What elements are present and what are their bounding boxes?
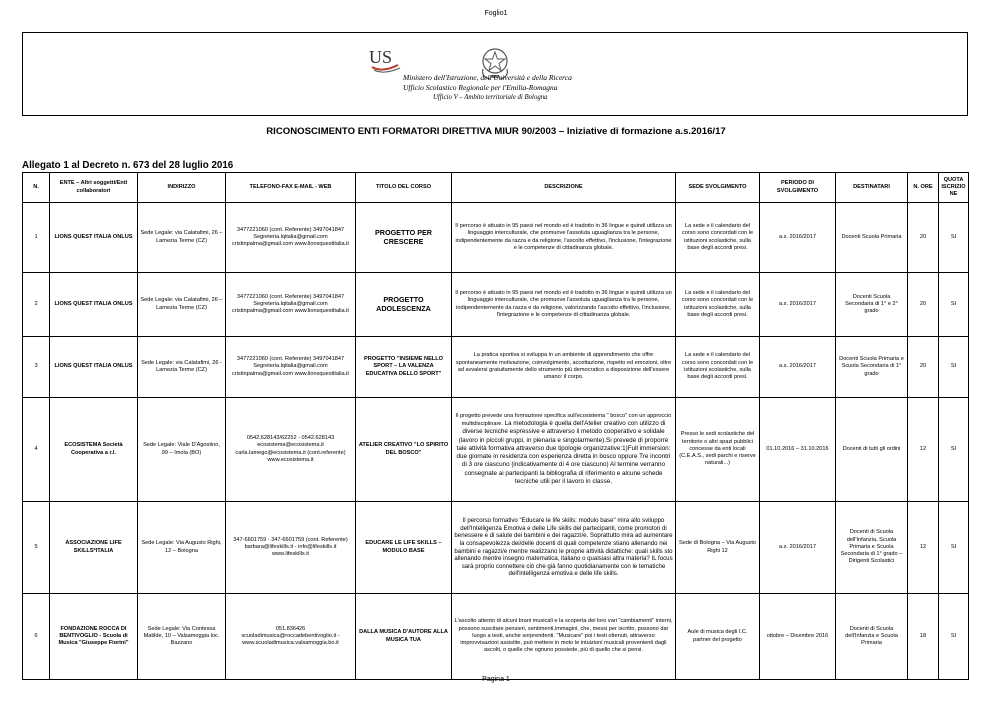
cell-n: 1: [23, 203, 50, 273]
cell-ore: 20: [908, 203, 939, 273]
cell-n: 3: [23, 337, 50, 398]
table-row: [23, 203, 969, 273]
cell-ente: FONDAZIONE ROCCA DI BENTIVOGLIO - Scuola di Musica "Giuseppe Fiorini": [50, 594, 138, 680]
cell-titolo: PROGETTO "INSIEME NELLO SPORT – LA VALENZA EDUCATIVA DELLO SPORT": [356, 337, 452, 398]
ministry-heading: [403, 73, 823, 103]
cell-ente: ECOSISTEMA Società Cooperativa a r.l.: [50, 398, 138, 502]
cell-contatti: 347-6601759 - 347-6601759 (cont. Referente) barbara@lifeskills.it - info@lifeskills.it www.lifeskills.it: [226, 502, 356, 594]
col-header-periodo: PERIODO DI SVOLGIMENTO: [760, 173, 836, 203]
cell-destinatari: Docenti di Scuola dell'Infanzia, Scuola Primaria e Scuola Secondaria di 1° grado – Dirigenti Scolastici: [836, 502, 908, 594]
cell-quota: SI: [939, 502, 969, 594]
cell-ore: 20: [908, 273, 939, 337]
cell-ore: 20: [908, 337, 939, 398]
table-row: [23, 594, 969, 680]
cell-periodo: 01.10.2016 – 31.10.2016: [760, 398, 836, 502]
cell-ore: 12: [908, 502, 939, 594]
cell-destinatari: Docenti di tutti gli ordini: [836, 398, 908, 502]
cell-quota: SI: [939, 594, 969, 680]
cell-titolo: EDUCARE LE LIFE SKILLS – MODULO BASE: [356, 502, 452, 594]
cell-sede: La sede e il calendario del corso sono concordati con le istituzioni scolastiche, sulla base degli accordi presi.: [676, 337, 760, 398]
cell-destinatari: Docenti Scuola Secondaria di 1° e 2° grado: [836, 273, 908, 337]
cell-indirizzo: Sede Legale: Via Contessa Matilde, 10 – Valsamoggia loc. Bazzano: [138, 594, 226, 680]
cell-sede: Presso le sedi scolastiche del territorio o altri spazi pubblici concesse da enti locali (C.E.A.S., sedi parchi e riserve naturali...): [676, 398, 760, 502]
cell-ente: LIONS QUEST ITALIA ONLUS: [50, 337, 138, 398]
table-row: [23, 337, 969, 398]
cell-sede: Sede di Bologna – Via Augusto Righi 12: [676, 502, 760, 594]
cell-contatti: 0542.628143/62252 - 0542.628143 ecosistema@ecosistema.it carla.lamego@ecosistema.it (cont.referente) www.ecosistema.it: [226, 398, 356, 502]
us-logo-icon: [368, 45, 406, 75]
cell-descrizione: Il percorso è attuato in 95 paesi nel mondo ed è tradotto in 36 lingue e quindi utilizza un linguaggio interculturale, che promuove l'assoluta uguaglianza tra le persone, indipendentemente da razza e da religione, valorizzando l'ascolto effettivo, l'inclusione, l'integrazione e le competenze di cittadinanza globale.: [452, 273, 676, 337]
cell-periodo: a.s. 2016/2017: [760, 203, 836, 273]
cell-indirizzo: Sede Legale: via Calatafimi, 26 – Lamezia Terme (CZ): [138, 203, 226, 273]
cell-indirizzo: Sede Legale: via Calatafimi, 26 – Lamezia Terme (CZ): [138, 273, 226, 337]
cell-ore: 12: [908, 398, 939, 502]
col-header-quota: QUOTA ISCRIZIONE: [939, 173, 969, 203]
cell-quota: SI: [939, 203, 969, 273]
cell-quota: SI: [939, 337, 969, 398]
cell-contatti: 3477221060 (cont. Referente) 3497041847 Segreteria.lqitalia@gmail.com cristinpalma@gmail.com www.lionsquestitalia.it: [226, 273, 356, 337]
ministry-line-3: Ufficio V – Ambito territoriale di Bologna: [433, 94, 548, 101]
cell-n: 6: [23, 594, 50, 680]
courses-table: [22, 172, 969, 680]
cell-ore: 18: [908, 594, 939, 680]
svg-text:US: US: [369, 47, 393, 67]
col-header-indirizzo: INDIRIZZO: [138, 173, 226, 203]
ministry-line-2: Ufficio Scolastico Regionale per l'Emilia-Romagna: [403, 83, 558, 92]
col-header-n: N.: [23, 173, 50, 203]
cell-periodo: a.s. 2016/2017: [760, 502, 836, 594]
col-header-sede: SEDE SVOLGIMENTO: [676, 173, 760, 203]
cell-destinatari: Docenti Scuola Primaria e Scuola Secondaria di 1° grado: [836, 337, 908, 398]
letterhead-box: [22, 32, 968, 116]
cell-titolo: ATELIER CREATIVO "LO SPIRITO DEL BOSCO": [356, 398, 452, 502]
col-header-destinatari: DESTINATARI: [836, 173, 908, 203]
cell-destinatari: Docenti Scuola Primaria: [836, 203, 908, 273]
cell-titolo: DALLA MUSICA D'AUTORE ALLA MUSICA TUA: [356, 594, 452, 680]
cell-indirizzo: Sede Legale: via Calatafimi, 26 - Lamezia Terme (CZ): [138, 337, 226, 398]
cell-ente: ASSOCIAZIONE LIFE SKILLS*ITALIA: [50, 502, 138, 594]
cell-descrizione: L'ascolto attento di alcuni brani musicali e la scoperta dei loro vari "cambiamenti" interni, possono suscitare pensieri, sentimenti,immagini, che, messi per iscritto, possono dar luogo a testi, anche sorprendenti. "Musicare" poi i testi ottenuti, attraverso improvvisazioni assistite, può mettere in moto le intuizioni musicali provenienti dagli ascolti, o quelle che ognuno possiede, più di quello che si pensi.: [452, 594, 676, 680]
col-header-titolo: TITOLO DEL CORSO: [356, 173, 452, 203]
col-header-descrizione: DESCRIZIONE: [452, 173, 676, 203]
cell-periodo: a.s. 2016/2017: [760, 273, 836, 337]
ministry-line-1: Ministero dell'Istruzione, dell'Università e della Ricerca: [403, 73, 572, 82]
cell-sede: La sede e il calendario del corso sono concordati con le istituzioni scolastiche, sulla base degli accordi presi.: [676, 203, 760, 273]
table-row: [23, 398, 969, 502]
cell-sede: La sede e il calendario del corso sono concordati con le istituzioni scolastiche, sulla base degli accordi presi.: [676, 273, 760, 337]
table-row: [23, 273, 969, 337]
cell-ente: LIONS QUEST ITALIA ONLUS: [50, 273, 138, 337]
col-header-ente: ENTE – Altri soggetti/Enti collaboratori: [50, 173, 138, 203]
cell-quota: SI: [939, 398, 969, 502]
sheet-name: Foglio1: [484, 10, 508, 17]
cell-n: 5: [23, 502, 50, 594]
cell-titolo: PROGETTO ADOLESCENZA: [356, 273, 452, 337]
cell-n: 2: [23, 273, 50, 337]
cell-periodo: ottobre – Dicembre 2016: [760, 594, 836, 680]
cell-destinatari: Docenti di Scuola dell'Infanzia e Scuola Primaria: [836, 594, 908, 680]
cell-ente: LIONS QUEST ITALIA ONLUS: [50, 203, 138, 273]
cell-contatti: 3477221060 (cont. Referente) 3497041847 Segreteria.lqitalia@gmail.com cristinpalma@gmail.com www.lionsquestitalia.it: [226, 203, 356, 273]
decree-reference: Allegato 1 al Decreto n. 673 del 28 luglio 2016: [22, 160, 234, 171]
col-header-ore: N. ORE: [908, 173, 939, 203]
document-title: RICONOSCIMENTO ENTI FORMATORI DIRETTIVA MIUR 90/2003 – Iniziative di formazione a.s.2016/17: [266, 126, 726, 137]
cell-quota: SI: [939, 273, 969, 337]
cell-titolo: PROGETTO PER CRESCERE: [356, 203, 452, 273]
cell-descrizione: Il percorso è attuato in 95 paesi nel mondo ed è tradotto in 36 lingue e quindi utilizza un linguaggio interculturale, che promuove l'assoluta uguaglianza tra le persone, indipendentemente da razza e da religione, l'ascolto effettivo, l'inclusione, l'integrazione e le competenze di cittadinanza globale.: [452, 203, 676, 273]
table-header-row: [23, 173, 969, 203]
descrizione-part-b: La metodologia è quella dell'Atelier creativo con utilizzo di diverse tecniche espressive e attraverso il metodo cooperativo e solidale (lavoro in piccoli gruppi, in plenaria e singolarmente).Si prevede di proporre tale attività formativa attraverso due tipologie organizzative:1)Full immersion: due giornate in residenza con esperienza diretta in bosco oppure Tre incontri di 3 ore ciascuno (indicativamente di 4 ore ciascuno) Al termine verranno consegnate ai partecipanti la bibliografia di riferimento e alcune schede tecniche utili per il lavoro in classe.: [456, 419, 671, 486]
cell-sede: Aule di musica degli I.C. partner del progetto: [676, 594, 760, 680]
cell-descrizione: Il percorso formativo "Educare le life skills: modulo base" mira allo sviluppo dell'Intelligenza Emotiva e delle Life skills dei partecipanti, come promotori di benessere e di salute dei bambini e dei ragazzi/e. Soprattutto mira ad aumentare la consapevolezza dei/delle docenti di quali competenze stiano allenando nei bambini e ragazzi/e mentre realizzano le proprie attività didattiche: quali skills sto allenando mentre insegno matematica, italiano o qualsiasi altra materia? IL focus sarà proprio connettere ciò che già fanno quotidianamente con le tematiche dell'intelligenza emotiva e delle life skills.: [452, 502, 676, 594]
cell-descrizione: [452, 398, 676, 502]
cell-n: 4: [23, 398, 50, 502]
cell-contatti: 051.836426 scuoladimusica@roccadebentivoglio.it - www.scuoladimusica.valsamoggia.bo.it: [226, 594, 356, 680]
page-number: Pagina 1: [482, 676, 510, 683]
cell-periodo: a.s. 2016/2017: [760, 337, 836, 398]
cell-indirizzo: Sede Legale: Via Augusto Righi, 12 – Bologna: [138, 502, 226, 594]
descrizione-part-a: Il progetto prevede una formazione specifica sull'ecosistema " bosco" con un approccio multidisciplinare.: [455, 412, 672, 427]
cell-indirizzo: Sede Legale: Viale D'Agostino, 99 – Imola (BO): [138, 398, 226, 502]
col-header-contatti: TELEFONO-FAX E-MAIL - WEB: [226, 173, 356, 203]
cell-contatti: 3477221060 (cont. Referente) 3497041847 Segreteria.lqitalia@gmail.com cristinpalma@gmail.com www.lionsquestitalia.it: [226, 337, 356, 398]
cell-descrizione: La pratica sportiva si sviluppa in un ambiente di apprendimento che offre spontaneamente motivazione, coinvolgimento, accettazione, rispetto ed emozioni, oltre ad avvalersi gratuitamente dello strumento più democratico a disposizione dell'essere umano: il corpo.: [452, 337, 676, 398]
table-row: [23, 502, 969, 594]
